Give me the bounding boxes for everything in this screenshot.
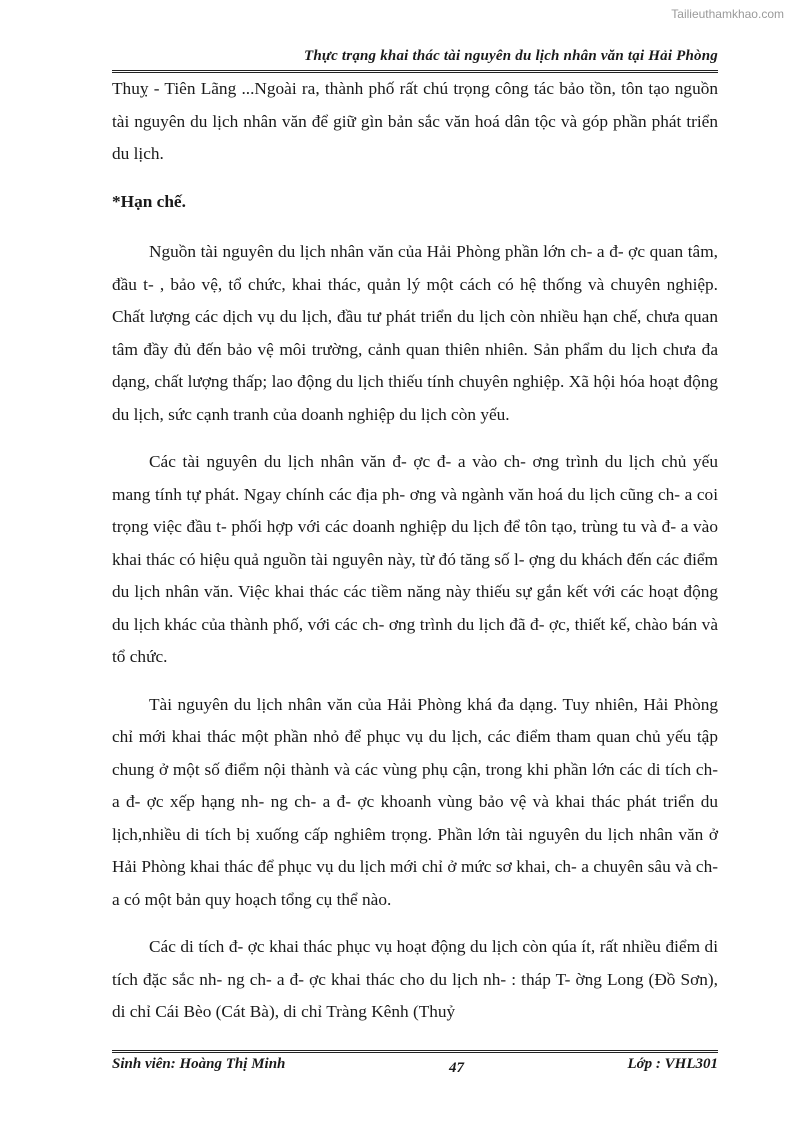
class-code: Lớp : VHL301 (627, 1056, 718, 1072)
paragraph: Các di tích đ- ợc khai thác phục vụ hoạt động du lịch còn qúa ít, rất nhiều điểm di tích đặc sắc nh- ng ch- a đ- ợc khai thác cho du lịch nh- : tháp T- ờng Long (Đồ Sơn), di chỉ Cái Bèo (Cát Bà), di chỉ Tràng Kênh (Thuỷ (112, 937, 718, 1021)
section-heading: *Hạn chế. (112, 191, 186, 211)
watermark: Tailieuthamkhao.com (671, 7, 784, 21)
page-body (112, 73, 718, 1044)
student-name: Sinh viên: Hoàng Thị Minh (112, 1056, 286, 1072)
running-header: Thực trạng khai thác tài nguyên du lịch nhân văn tại Hải Phòng (304, 48, 718, 64)
paragraph: Tài nguyên du lịch nhân văn của Hải Phòng khá đa dạng. Tuy nhiên, Hải Phòng chỉ mới khai thác một phần nhỏ để phục vụ du lịch, các điểm tham quan chủ yếu tập chung ở một số điểm nội thành và các vùng phụ cận, trong khi phần lớn các di tích ch- a đ- ợc xếp hạng nh- ng ch- a đ- ợc khoanh vùng bảo vệ và khai thác phát triển du lịch,nhiều di tích bị xuống cấp nghiêm trọng. Phần lớn tài nguyên du lịch nhân văn ở Hải Phòng khai thác để phục vụ du lịch mới chỉ ở mức sơ khai, ch- a chuyên sâu và ch- a có một bản quy hoạch tổng cụ thể nào. (112, 694, 718, 909)
paragraph: Nguồn tài nguyên du lịch nhân văn của Hải Phòng phần lớn ch- a đ- ợc quan tâm, đầu t- , bảo vệ, tổ chức, khai thác, quản lý một cách có hệ thống và chuyên nghiệp. Chất lượng các dịch vụ du lịch, đầu tư phát triển du lịch còn nhiều hạn chế, chưa quan tâm đầy đủ đến bảo vệ môi trường, cảnh quan thiên nhiên. Sản phẩm du lịch chưa đa dạng, chất lượng thấp; lao động du lịch thiếu tính chuyên nghiệp. Xã hội hóa hoạt động du lịch, sức cạnh tranh của doanh nghiệp du lịch còn yếu. (112, 242, 718, 424)
header-rule (112, 70, 718, 71)
footer-rule (112, 1050, 718, 1051)
paragraph: Các tài nguyên du lịch nhân văn đ- ợc đ- a vào ch- ơng trình du lịch chủ yếu mang tính tự phát. Ngay chính các địa ph- ơng và ngành văn hoá du lịch cũng ch- a coi trọng việc đầu t- phối hợp với các doanh nghiệp du lịch để tôn tạo, trùng tu và đ- a vào khai thác có hiệu quả nguồn tài nguyên này, từ đó tăng số l- ợng du khách đến các điểm du lịch nhân văn. Việc khai thác các tiềm năng này thiếu sự gắn kết với các hoạt động du lịch khác của thành phố, với các ch- ơng trình du lịch đã đ- ợc, thiết kế, chào bán và tổ chức. (112, 452, 718, 666)
paragraph-continued: Thuỵ - Tiên Lãng ...Ngoài ra, thành phố rất chú trọng công tác bảo tồn, tôn tạo nguồn tài nguyên du lịch nhân văn để giữ gìn bản sắc văn hoá dân tộc và góp phần phát triển du lịch. (112, 79, 718, 163)
page-number: 47 (449, 1060, 464, 1076)
footer-rule-double (112, 1052, 718, 1053)
running-footer (112, 1056, 718, 1080)
